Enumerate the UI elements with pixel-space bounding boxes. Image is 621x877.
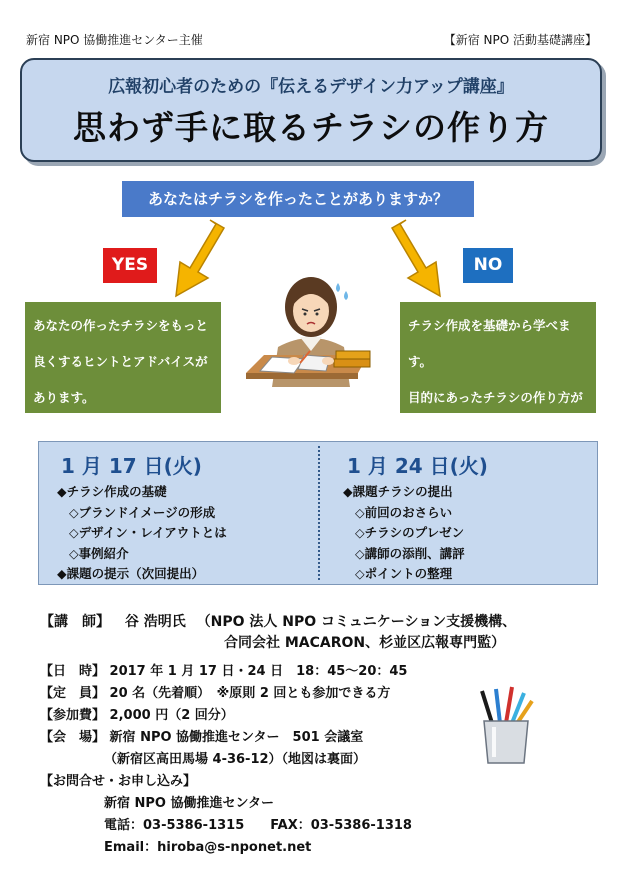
day2-item: ◇ポイントの整理 (355, 566, 453, 581)
yes-line: あなたの作ったチラシをもっと (33, 318, 209, 333)
lecturer-affiliation-2: 合同会社 MACARON、杉並区広報専門監） (224, 635, 506, 651)
day1-item: ◇事例紹介 (69, 545, 129, 561)
schedule-day1 (57, 450, 227, 585)
arrow-down-right-icon (384, 218, 444, 300)
venue-value: 新宿 NPO 協働推進センター 501 会議室 (109, 730, 364, 745)
capacity-row (40, 684, 390, 704)
contact-org: 新宿 NPO 協働推進センター (104, 796, 274, 811)
day1-date: 1 月 17 日(火) (61, 454, 202, 478)
day2-item: ◇前回のおさらい (355, 504, 453, 520)
lecturer-row (40, 612, 516, 632)
contact-phone: 電話：03-5386-1315 FAX：03-5386-1318 (104, 818, 412, 833)
contact-label: 【お問合せ・お申し込み】 (40, 774, 197, 789)
day2-item: ◇講師の添削、講評 (355, 545, 465, 561)
question-banner: あなたはチラシを作ったことがありますか？ (122, 181, 474, 217)
day2-item: ◆課題チラシの提出 (343, 484, 453, 499)
lecturer-affiliation: （NPO 法人 NPO コミュニケーション支援機構、 (196, 614, 517, 630)
fee-label: 【参加費】 (40, 708, 106, 723)
day2-item: ◇チラシのプレゼン (355, 525, 465, 540)
arrow-down-left-icon (172, 218, 232, 300)
no-description-box (400, 302, 596, 441)
fee-row (40, 706, 234, 726)
pencil-cup-illustration (466, 683, 546, 767)
date-row (40, 662, 407, 682)
header-subtitle: 広報初心者のための『伝えるデザイン力アップ講座』 (108, 77, 514, 97)
contact-email: Email：hiroba@s-nponet.net (104, 840, 312, 855)
schedule-divider (318, 446, 320, 580)
venue-label: 【会 場】 (40, 730, 106, 745)
no-line: 目的にあったチラシの作り方が (408, 390, 583, 405)
venue-row (40, 728, 363, 748)
day1-item: ◆課題の提示（次回提出） (57, 566, 205, 581)
date-label: 【日 時】 (40, 664, 106, 679)
venue-address: （新宿区高田馬場 4-36-12）（地図は裏面） (104, 752, 367, 767)
no-line: わかります。 (408, 426, 483, 441)
lecturer-label: 【講 師】 (40, 614, 110, 630)
page-title: 思わず手に取るチラシの作り方 (73, 108, 549, 147)
schedule-day2 (343, 450, 488, 585)
no-line: チラシ作成を基礎から学べます。 (408, 318, 571, 369)
capacity-value: 20 名（先着順） ※原則 2 回とも参加できる方 (109, 686, 391, 701)
worried-woman-illustration (238, 265, 383, 400)
header-box (20, 58, 602, 162)
yes-line: あります。 (33, 390, 95, 405)
yes-description-box (25, 302, 221, 413)
no-badge: NO (463, 248, 513, 283)
lecturer-name: 谷 浩明氏 (124, 614, 186, 630)
yes-line: 良くするヒントとアドバイスが (33, 354, 208, 369)
capacity-label: 【定 員】 (40, 686, 106, 701)
date-value: 2017 年 1 月 17 日・24 日 18：45～20：45 (109, 664, 408, 679)
day1-item: ◇デザイン・レイアウトとは (69, 525, 227, 540)
organizer-text: 新宿 NPO 協働推進センター主催 (26, 33, 203, 47)
day1-item: ◇ブランドイメージの形成 (69, 504, 216, 520)
series-text: 【新宿 NPO 活動基礎講座】 (443, 33, 597, 47)
day1-item: ◆チラシ作成の基礎 (57, 484, 167, 499)
day2-date: 1 月 24 日(火) (347, 454, 488, 478)
yes-badge: YES (103, 248, 157, 283)
fee-value: 2,000 円（2 回分） (109, 708, 234, 723)
schedule-box (38, 441, 598, 585)
